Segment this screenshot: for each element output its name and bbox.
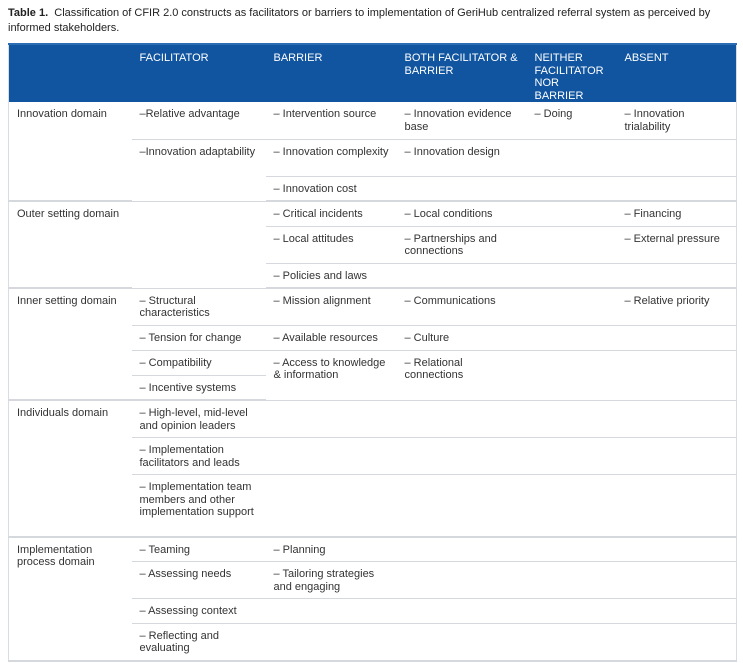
caption-text: Classification of CFIR 2.0 constructs as facilitators or barriers to implementation of GeriHub centralized referral system as perceived by informed stakeholders. [8,7,711,34]
header-facilitator: FACILITATOR [132,44,266,102]
header-absent: ABSENT [617,44,737,102]
cell-absent: – External pressure [617,226,737,263]
header-domain [9,44,132,102]
cell-absent [617,176,737,201]
cell-neither [527,537,617,562]
cell-barrier [266,475,397,537]
cell-neither [527,325,617,350]
cell-neither [527,226,617,263]
cell-neither: – Doing [527,102,617,139]
cell-absent [617,537,737,562]
cell-facilitator: – Implementation team members and other implementation support [132,475,266,537]
domain-label: Innovation domain [9,102,132,201]
cell-barrier: – Critical incidents [266,201,397,226]
cell-facilitator: – Tension for change [132,325,266,350]
cell-absent [617,623,737,661]
table-row [9,201,737,226]
cell-both: – Partnerships and connections [397,226,527,263]
cell-facilitator: – Reflecting and evaluating [132,623,266,661]
cell-neither [527,623,617,661]
cell-barrier: – Policies and laws [266,263,397,288]
header-row [9,44,737,102]
header-both: BOTH FACILITATOR & BARRIER [397,44,527,102]
domain-label: Outer setting domain [9,201,132,288]
cell-barrier: – Intervention source [266,102,397,139]
table-row [9,102,737,139]
cell-both [397,438,527,475]
cell-facilitator: –Relative advantage [132,102,266,139]
cell-barrier: – Access to knowledge & information [266,350,397,400]
cell-absent [617,350,737,400]
cell-barrier: – Innovation cost [266,176,397,201]
cell-barrier [266,623,397,661]
cell-facilitator: – Structural characteristics [132,288,266,325]
cell-neither [527,562,617,599]
cell-both: – Innovation evidence base [397,102,527,139]
cell-neither [527,263,617,288]
cell-facilitator: – Assessing context [132,599,266,624]
cell-both [397,400,527,438]
cell-absent [617,562,737,599]
cell-absent: – Innovation trialability [617,102,737,139]
cell-absent [617,325,737,350]
cell-facilitator [132,201,266,288]
cell-absent [617,400,737,438]
cell-both [397,475,527,537]
cell-both: – Innovation design [397,139,527,176]
domain-label: Individuals domain [9,400,132,537]
cell-barrier: – Available resources [266,325,397,350]
cell-facilitator: – Teaming [132,537,266,562]
table-row [9,288,737,325]
cell-neither [527,176,617,201]
cell-absent: – Relative priority [617,288,737,325]
cell-absent: – Financing [617,201,737,226]
cell-both [397,537,527,562]
cell-both [397,599,527,624]
table-caption [8,6,735,36]
cell-both: – Communications [397,288,527,325]
cell-absent [617,263,737,288]
cell-barrier: – Mission alignment [266,288,397,325]
cell-both: – Culture [397,325,527,350]
table-row [9,537,737,562]
cell-facilitator: – Assessing needs [132,562,266,599]
cell-facilitator: – Implementation facilitators and leads [132,438,266,475]
cell-neither [527,438,617,475]
cell-absent [617,475,737,537]
cell-both [397,562,527,599]
cell-facilitator: – High-level, mid-level and opinion leaders [132,400,266,438]
cell-barrier: – Tailoring strategies and engaging [266,562,397,599]
header-neither: NEITHER FACILITATOR NOR BARRIER [527,44,617,102]
domain-label: Implementation process domain [9,537,132,662]
cell-barrier [266,400,397,438]
cell-neither [527,139,617,176]
cell-facilitator: –Innovation adaptability [132,139,266,201]
cell-neither [527,400,617,438]
cell-facilitator: – Incentive systems [132,375,266,400]
cell-barrier: – Innovation complexity [266,139,397,176]
cell-barrier [266,438,397,475]
header-barrier: BARRIER [266,44,397,102]
cell-absent [617,139,737,176]
cell-barrier: – Planning [266,537,397,562]
table-row [9,400,737,438]
cell-neither [527,201,617,226]
caption-label: Table 1. [8,7,49,19]
cell-neither [527,288,617,325]
cell-both: – Relational connections [397,350,527,400]
cell-both [397,623,527,661]
cell-absent [617,438,737,475]
cell-facilitator: – Compatibility [132,350,266,375]
cell-neither [527,475,617,537]
cell-absent [617,599,737,624]
cell-both [397,263,527,288]
cell-barrier: – Local attitudes [266,226,397,263]
cell-neither [527,599,617,624]
cell-barrier [266,599,397,624]
cfir-classification-table [8,43,737,662]
cell-both [397,176,527,201]
cell-both: – Local conditions [397,201,527,226]
cell-neither [527,350,617,400]
domain-label: Inner setting domain [9,288,132,400]
